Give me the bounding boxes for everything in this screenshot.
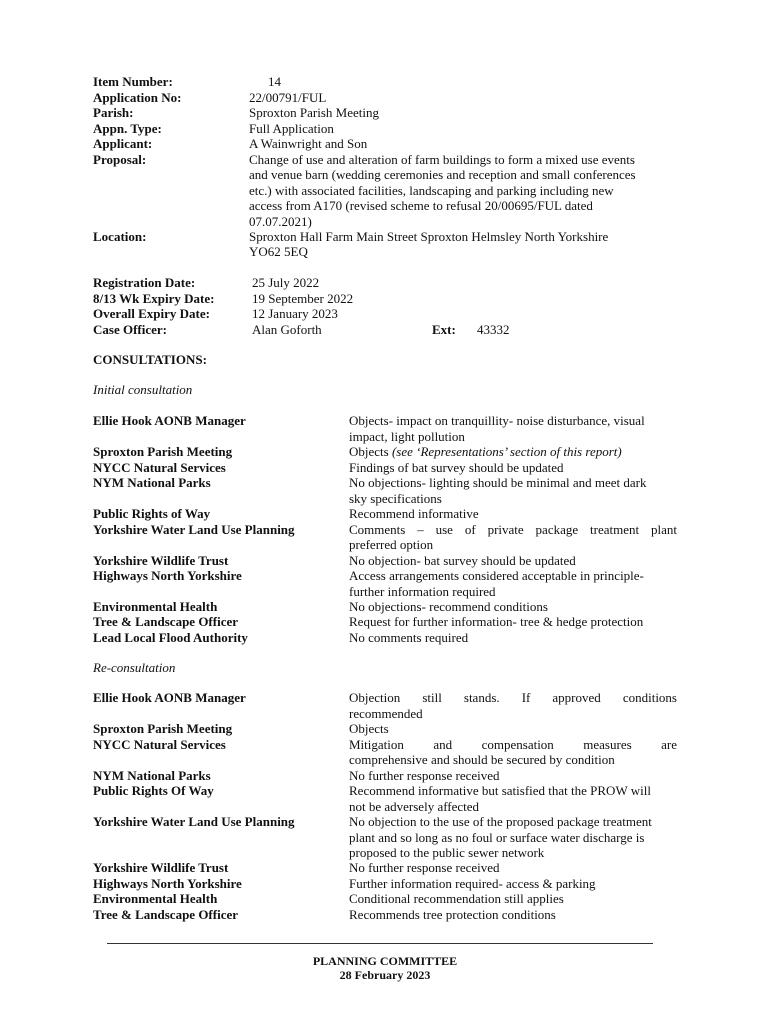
response-line: further information required xyxy=(349,583,496,599)
consultee-response xyxy=(349,860,677,876)
consultee-response xyxy=(349,907,677,923)
proposal-line: 07.07.2021) xyxy=(249,213,312,229)
response-line: comprehensive and should be secured by condition xyxy=(349,752,615,767)
response-line: Access arrangements considered acceptable in principle- xyxy=(349,568,644,583)
footer-divider xyxy=(107,943,653,944)
consultee-name: Environmental Health xyxy=(93,598,218,614)
consultee-name: Lead Local Flood Authority xyxy=(93,629,248,645)
consultee-name: Yorkshire Wildlife Trust xyxy=(93,552,229,568)
registration-date-label: Registration Date: xyxy=(93,275,196,290)
reconsultation-title: Re-consultation xyxy=(93,660,176,675)
consultee-name: Tree & Landscape Officer xyxy=(93,614,239,629)
response-line: No objection to the use of the proposed package treatment xyxy=(349,814,652,829)
location-row xyxy=(93,229,693,260)
item-number-value: 14 xyxy=(268,74,281,89)
consultee-response xyxy=(349,630,677,646)
response-line: proposed to the public sewer network xyxy=(349,845,545,860)
consultee-name: Highways North Yorkshire xyxy=(93,568,242,583)
consultee-response xyxy=(349,614,677,630)
response-line: recommended xyxy=(349,705,423,721)
case-officer-value: Alan Goforth xyxy=(252,321,322,337)
expiry-date-value: 19 September 2022 xyxy=(252,290,354,306)
consultee-name: Sproxton Parish Meeting xyxy=(93,721,233,736)
overall-expiry-value: 12 January 2023 xyxy=(252,306,338,321)
case-officer-row xyxy=(93,322,693,338)
consultee-response xyxy=(349,876,677,892)
response-line: Mitigation and compensation measures are xyxy=(349,736,677,752)
consultee-name: NYM National Parks xyxy=(93,475,211,490)
expiry-date-label: 8/13 Wk Expiry Date: xyxy=(93,290,215,306)
consultee-response xyxy=(349,690,677,721)
appn-type-label: Appn. Type: xyxy=(93,120,162,136)
location-line: Sproxton Hall Farm Main Street Sproxton Helmsley North Yorkshire xyxy=(249,228,609,244)
response-line: not be adversely affected xyxy=(349,798,480,814)
proposal-line: access from A170 (revised scheme to refusal 20/00695/FUL dated xyxy=(249,198,593,213)
consultee-response xyxy=(349,891,677,907)
consultee-response xyxy=(349,475,677,506)
case-officer-label: Case Officer: xyxy=(93,321,167,337)
ext-label: Ext: xyxy=(432,321,456,337)
location-label: Location: xyxy=(93,228,147,244)
proposal-row xyxy=(93,152,693,230)
consultee-response xyxy=(349,599,677,615)
consultee-response xyxy=(349,444,677,460)
consultee-name: Public Rights of Way xyxy=(93,506,211,521)
initial-consultation-title: Initial consultation xyxy=(93,382,193,397)
parish-label: Parish: xyxy=(93,105,134,120)
consultee-response xyxy=(349,721,677,737)
footer-committee: PLANNING COMMITTEE xyxy=(312,954,458,968)
response-line: Recommend informative but satisfied that the PROW will xyxy=(349,783,651,798)
overall-expiry-row xyxy=(93,306,693,322)
consultee-name: Yorkshire Water Land Use Planning xyxy=(93,521,295,537)
location-text xyxy=(249,229,689,260)
consultee-response xyxy=(349,522,677,553)
response-line: No objections- lighting should be minimal and meet dark xyxy=(349,475,647,490)
proposal-line: and venue barn (wedding ceremonies and reception and small conferences xyxy=(249,167,636,182)
proposal-line: Change of use and alteration of farm buildings to form a mixed use events xyxy=(249,151,635,167)
response-line: impact, light pollution xyxy=(349,428,465,444)
response-note: (see ‘Representations’ section of this report) xyxy=(388,444,622,459)
applicant-row xyxy=(93,136,693,152)
response-line: preferred option xyxy=(349,537,434,552)
consultee-name: NYCC Natural Services xyxy=(93,736,226,752)
response-line: No objections- recommend conditions xyxy=(349,598,548,614)
consultee-name: NYCC Natural Services xyxy=(93,459,226,475)
consultee-name: Tree & Landscape Officer xyxy=(93,906,239,922)
item-number-label: Item Number: xyxy=(93,74,173,89)
consultee-response xyxy=(349,568,677,599)
response-line: Comments – use of private package treatment plant xyxy=(349,521,677,537)
response-line: Request for further information- tree & hedge protection xyxy=(349,614,644,629)
response-line: Further information required- access & parking xyxy=(349,875,596,891)
application-no-label: Application No: xyxy=(93,89,182,105)
response-line: Objects xyxy=(349,444,389,459)
consultee-name: NYM National Parks xyxy=(93,767,211,783)
application-no-row xyxy=(93,90,693,106)
expiry-date-row xyxy=(93,291,693,307)
consultee-name: Sproxton Parish Meeting xyxy=(93,444,233,459)
response-line: Objects- impact on tranquillity- noise disturbance, visual xyxy=(349,413,645,428)
item-number-row xyxy=(93,74,693,90)
applicant-value: A Wainwright and Son xyxy=(249,136,368,151)
consultee-name: Ellie Hook AONB Manager xyxy=(93,690,246,705)
consultee-name: Environmental Health xyxy=(93,891,218,906)
response-line: No further response received xyxy=(349,860,500,875)
consultee-response xyxy=(349,814,677,861)
registration-date-value: 25 July 2022 xyxy=(252,275,320,290)
consultee-response xyxy=(349,553,677,569)
consultee-name: Public Rights Of Way xyxy=(93,783,214,798)
parish-value: Sproxton Parish Meeting xyxy=(249,105,379,120)
consultee-response xyxy=(349,783,677,814)
consultee-name: Yorkshire Water Land Use Planning xyxy=(93,814,295,829)
appn-type-row xyxy=(93,121,693,137)
applicant-label: Applicant: xyxy=(93,136,153,151)
consultee-response xyxy=(349,460,677,476)
response-line: No comments required xyxy=(349,629,469,645)
response-line: Findings of bat survey should be updated xyxy=(349,459,564,475)
consultee-name: Highways North Yorkshire xyxy=(93,875,242,891)
consultee-response xyxy=(349,768,677,784)
consultee-response xyxy=(349,737,677,768)
ext-value: 43332 xyxy=(477,321,510,337)
consultee-response xyxy=(349,506,677,522)
response-line: No objection- bat survey should be updated xyxy=(349,552,576,568)
consultee-response xyxy=(349,413,677,444)
consultee-name: Ellie Hook AONB Manager xyxy=(93,413,246,428)
response-line: sky specifications xyxy=(349,490,442,506)
response-line: Objection still stands. If approved conditions xyxy=(349,690,677,705)
application-no-value: 22/00791/FUL xyxy=(249,89,327,105)
consultee-name: Yorkshire Wildlife Trust xyxy=(93,860,229,875)
registration-date-row xyxy=(93,275,693,291)
location-line: YO62 5EQ xyxy=(249,244,308,259)
proposal-text xyxy=(249,152,689,230)
response-line: Recommends tree protection conditions xyxy=(349,906,556,922)
response-line: Objects xyxy=(349,721,389,736)
response-line: Recommend informative xyxy=(349,506,479,521)
proposal-label: Proposal: xyxy=(93,151,147,167)
response-line: Conditional recommendation still applies xyxy=(349,891,564,906)
footer-date: 28 February 2023 xyxy=(339,968,431,982)
parish-row xyxy=(93,105,693,121)
appn-type-value: Full Application xyxy=(249,120,334,136)
response-line: plant and so long as no foul or surface water discharge is xyxy=(349,829,645,845)
response-line: No further response received xyxy=(349,767,500,783)
proposal-line: etc.) with associated facilities, landscaping and parking including new xyxy=(249,182,614,198)
consultations-title: CONSULTATIONS: xyxy=(93,352,207,367)
overall-expiry-label: Overall Expiry Date: xyxy=(93,306,210,321)
